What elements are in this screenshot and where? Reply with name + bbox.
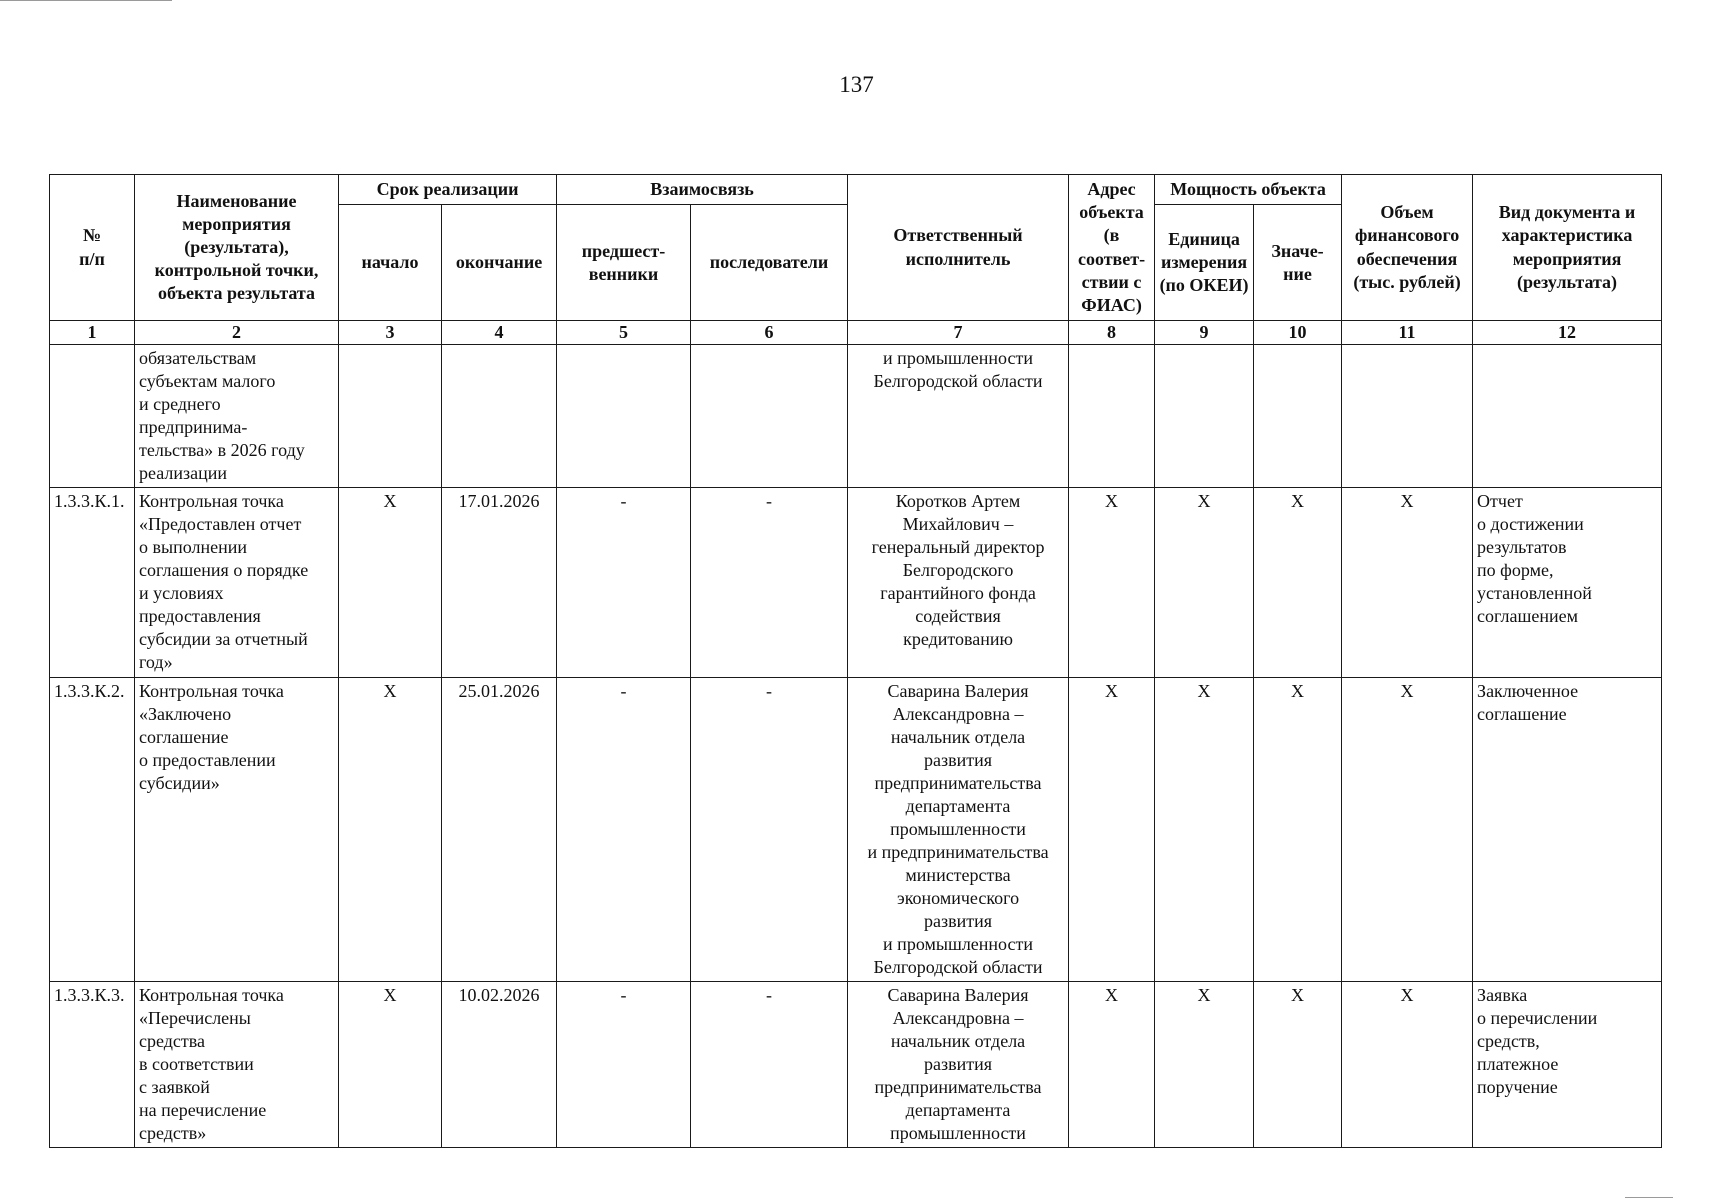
header-capacity-group: Мощность объекта <box>1155 175 1342 205</box>
scan-artifact-line <box>0 0 172 1</box>
header-predecessors: предшест- венники <box>557 205 691 321</box>
column-number: 12 <box>1473 321 1662 345</box>
cell-end <box>442 345 557 488</box>
cell-finance <box>1342 345 1473 488</box>
cell-successors: - <box>691 981 848 1147</box>
table-row <box>50 677 1662 981</box>
cell-predecessors: - <box>557 488 691 677</box>
cell-doc <box>1473 345 1662 488</box>
cell-successors: - <box>691 677 848 981</box>
cell-unit: Х <box>1155 981 1254 1147</box>
table-row <box>50 488 1662 677</box>
cell-start: Х <box>339 981 442 1147</box>
cell-successors: - <box>691 488 848 677</box>
column-number: 10 <box>1254 321 1342 345</box>
cell-name: Контрольная точка «Заключено соглашение о предоставлении субсидии» <box>135 677 339 981</box>
header-address: Адрес объекта (в соответ-ствии с ФИАС) <box>1069 175 1155 321</box>
cell-responsible: Коротков Артем Михайлович – генеральный директор Белгородского гарантийного фонда содействия кредитованию <box>848 488 1069 677</box>
header-unit: Единица измерения (по ОКЕИ) <box>1155 205 1254 321</box>
cell-address: Х <box>1069 677 1155 981</box>
column-number: 2 <box>135 321 339 345</box>
table-row <box>50 345 1662 488</box>
cell-num: 1.3.3.К.1. <box>50 488 135 677</box>
header-start: начало <box>339 205 442 321</box>
header-successors: последователи <box>691 205 848 321</box>
cell-start <box>339 345 442 488</box>
header-num: № п/п <box>50 175 135 321</box>
cell-doc: Заключенное соглашение <box>1473 677 1662 981</box>
header-doc: Вид документа и характеристика мероприятия (результата) <box>1473 175 1662 321</box>
cell-responsible: Саварина Валерия Александровна – начальник отдела развития предпринимательства департамента промышленности <box>848 981 1069 1147</box>
cell-unit <box>1155 345 1254 488</box>
cell-unit: Х <box>1155 488 1254 677</box>
column-numbers-row <box>50 321 1662 345</box>
cell-address: Х <box>1069 981 1155 1147</box>
header-responsible: Ответственный исполнитель <box>848 175 1069 321</box>
cell-responsible: Саварина Валерия Александровна – начальник отдела развития предпринимательства департамента промышленности и предпринимательства министерства экономического развития и промышленности Белгородской области <box>848 677 1069 981</box>
cell-name: Контрольная точка «Перечислены средства в соответствии с заявкой на перечисление средств» <box>135 981 339 1147</box>
cell-finance: Х <box>1342 981 1473 1147</box>
header-finance: Объем финансового обеспечения (тыс. рублей) <box>1342 175 1473 321</box>
column-number: 5 <box>557 321 691 345</box>
cell-start: Х <box>339 488 442 677</box>
column-number: 3 <box>339 321 442 345</box>
header-end: окончание <box>442 205 557 321</box>
cell-name: обязательствам субъектам малого и среднего предпринима- тельства» в 2026 году реализации <box>135 345 339 488</box>
cell-address: Х <box>1069 488 1155 677</box>
column-number: 6 <box>691 321 848 345</box>
header-link-group: Взаимосвязь <box>557 175 848 205</box>
cell-finance: Х <box>1342 677 1473 981</box>
cell-responsible: и промышленности Белгородской области <box>848 345 1069 488</box>
cell-doc: Отчет о достижении результатов по форме, установленной соглашением <box>1473 488 1662 677</box>
cell-end: 25.01.2026 <box>442 677 557 981</box>
column-number: 1 <box>50 321 135 345</box>
header-name: Наименование мероприятия (результата), контрольной точки, объекта результата <box>135 175 339 321</box>
cell-name: Контрольная точка «Предоставлен отчет о выполнении соглашения о порядке и условиях предоставления субсидии за отчетный год» <box>135 488 339 677</box>
plan-table <box>49 174 1662 1148</box>
cell-value: Х <box>1254 677 1342 981</box>
cell-address <box>1069 345 1155 488</box>
cell-value: Х <box>1254 488 1342 677</box>
column-number: 7 <box>848 321 1069 345</box>
table-row <box>50 981 1662 1147</box>
column-number: 9 <box>1155 321 1254 345</box>
cell-end: 10.02.2026 <box>442 981 557 1147</box>
cell-start: Х <box>339 677 442 981</box>
cell-predecessors: - <box>557 981 691 1147</box>
header-period-group: Срок реализации <box>339 175 557 205</box>
page-number: 137 <box>839 72 874 97</box>
column-number: 8 <box>1069 321 1155 345</box>
cell-predecessors: - <box>557 677 691 981</box>
cell-num <box>50 345 135 488</box>
scan-artifact-line <box>1625 1197 1673 1198</box>
cell-doc: Заявка о перечислении средств, платежное поручение <box>1473 981 1662 1147</box>
table-header <box>50 175 1662 345</box>
cell-end: 17.01.2026 <box>442 488 557 677</box>
column-number: 11 <box>1342 321 1473 345</box>
cell-value: Х <box>1254 981 1342 1147</box>
cell-successors <box>691 345 848 488</box>
header-value: Значе- ние <box>1254 205 1342 321</box>
cell-num: 1.3.3.К.3. <box>50 981 135 1147</box>
cell-unit: Х <box>1155 677 1254 981</box>
cell-num: 1.3.3.К.2. <box>50 677 135 981</box>
table-body <box>50 345 1662 1148</box>
cell-value <box>1254 345 1342 488</box>
column-number: 4 <box>442 321 557 345</box>
cell-predecessors <box>557 345 691 488</box>
cell-finance: Х <box>1342 488 1473 677</box>
